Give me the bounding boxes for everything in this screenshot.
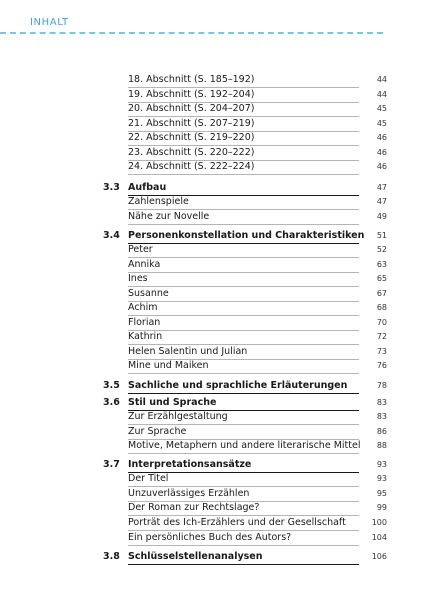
toc-page-number: 104 — [371, 532, 387, 542]
toc-entry-label: 23. Abschnitt (S. 220–222) — [128, 146, 255, 158]
toc-entry-label: Porträt des Ich-Erzählers und der Gesellschaft — [128, 516, 346, 528]
toc-entry-row[interactable] — [0, 472, 433, 486]
toc-entry-row[interactable] — [0, 287, 433, 301]
toc-section-row[interactable] — [0, 181, 433, 195]
toc-entry-label: Der Titel — [128, 473, 169, 485]
toc-page-number: 68 — [376, 303, 387, 313]
toc-entry-row[interactable] — [0, 487, 433, 501]
toc-entry-row[interactable] — [0, 272, 433, 286]
toc-entry-row[interactable] — [0, 330, 433, 344]
toc-page-number: 45 — [376, 104, 387, 114]
toc-page-number: 47 — [376, 182, 387, 192]
toc-entry-row[interactable] — [0, 345, 433, 359]
toc-page-number: 45 — [376, 118, 387, 128]
toc-entry-label: Susanne — [128, 287, 169, 299]
toc-section-number: 3.7 — [103, 458, 120, 470]
toc-entry-row[interactable] — [0, 243, 433, 257]
toc-entry-row[interactable] — [0, 102, 433, 116]
toc-entry-label: Helen Salentin und Julian — [128, 345, 248, 357]
running-head-title: INHALT — [30, 17, 69, 28]
toc-entry-row[interactable] — [0, 195, 433, 209]
toc-leader-rule — [128, 393, 359, 394]
toc-entry-row[interactable] — [0, 146, 433, 160]
toc-entry-row[interactable] — [0, 258, 433, 272]
toc-section-number: 3.5 — [103, 380, 120, 391]
toc-section-row[interactable] — [0, 550, 433, 564]
toc-entry-row[interactable] — [0, 160, 433, 174]
toc-entry-label: Kathrin — [128, 331, 163, 343]
toc-page-number: 72 — [376, 332, 387, 342]
toc-entry-label: 24. Abschnitt (S. 222–224) — [128, 161, 255, 173]
toc-page-number: 86 — [376, 426, 387, 436]
toc-entry-label: 18. Abschnitt (S. 185–192) — [128, 74, 255, 85]
toc-entry-label: Unzuverlässiges Erzählen — [128, 487, 250, 499]
toc-entry-label: Aufbau — [128, 181, 167, 193]
toc-entry-row[interactable] — [0, 410, 433, 424]
toc-entry-label: 19. Abschnitt (S. 192–204) — [128, 88, 255, 100]
toc-page-number: 46 — [376, 162, 387, 172]
toc-entry-label: Achim — [128, 302, 158, 314]
toc-page-number: 83 — [376, 397, 387, 407]
toc-entry-label: Personenkonstellation und Charakteristiken — [128, 229, 365, 241]
toc-entry-label: Zur Erzählgestaltung — [128, 411, 228, 423]
toc-entry-row[interactable] — [0, 425, 433, 439]
toc-entry-label: Nähe zur Novelle — [128, 210, 210, 222]
toc-leader-rule — [128, 224, 359, 225]
toc-page-number: 70 — [376, 317, 387, 327]
toc-page-number: 106 — [371, 552, 387, 562]
toc-entry-label: Mine und Maiken — [128, 360, 209, 372]
toc-entry-row[interactable] — [0, 301, 433, 315]
toc-page-number: 95 — [376, 488, 387, 498]
toc-page-number: 73 — [376, 346, 387, 356]
toc-section-number: 3.6 — [103, 396, 120, 408]
toc-entry-label: Sachliche und sprachliche Erläuterungen — [128, 380, 348, 391]
toc-section-number: 3.8 — [103, 551, 120, 563]
toc-page-number: 83 — [376, 412, 387, 422]
toc-entry-label: Der Roman zur Rechtslage? — [128, 502, 260, 514]
toc-entry-row[interactable] — [0, 531, 433, 545]
toc-page-number: 76 — [376, 361, 387, 371]
toc-page-number: 88 — [376, 441, 387, 451]
toc-page-number: 47 — [376, 197, 387, 207]
toc-entry-label: 22. Abschnitt (S. 219–220) — [128, 132, 255, 144]
toc-entry-label: Motive, Metaphern und andere literarische Mittel — [128, 440, 361, 452]
toc-entry-row[interactable] — [0, 88, 433, 102]
toc-entry-label: Schlüsselstellenanalysen — [128, 551, 263, 563]
toc-entry-row[interactable] — [0, 210, 433, 224]
toc-page-number: 44 — [376, 89, 387, 99]
toc-entry-label: Zahlenspiele — [128, 196, 189, 208]
toc-entry-row[interactable] — [0, 439, 433, 453]
toc-entry-row[interactable] — [0, 117, 433, 131]
toc-leader-rule — [128, 453, 359, 454]
toc-entry-row[interactable] — [0, 516, 433, 530]
toc-section-row[interactable] — [0, 379, 433, 393]
toc-entry-label: 20. Abschnitt (S. 204–207) — [128, 103, 255, 115]
toc-leader-rule — [128, 545, 359, 546]
toc-page-number: 99 — [376, 503, 387, 513]
toc-entry-row[interactable] — [0, 501, 433, 515]
toc-entry-row[interactable] — [0, 316, 433, 330]
toc-section-row[interactable] — [0, 458, 433, 472]
toc-page-number: 67 — [376, 288, 387, 298]
toc-section-row[interactable] — [0, 396, 433, 410]
toc-entry-row[interactable] — [0, 131, 433, 145]
toc-leader-rule — [128, 373, 359, 374]
toc-page-number: 63 — [376, 259, 387, 269]
toc-page-number: 46 — [376, 147, 387, 157]
toc-entry-label: 21. Abschnitt (S. 207–219) — [128, 117, 255, 129]
toc-entry-label: Annika — [128, 258, 161, 270]
toc-section-row[interactable] — [0, 229, 433, 243]
toc-entry-label: Interpretationsansätze — [128, 458, 252, 470]
toc-entry-row[interactable] — [0, 73, 433, 87]
toc-page-number: 44 — [376, 75, 387, 84]
toc-leader-rule — [128, 564, 359, 565]
toc-entry-label: Zur Sprache — [128, 425, 187, 437]
toc-page-number: 51 — [376, 230, 387, 240]
toc-page-number: 65 — [376, 274, 387, 284]
toc-entry-row[interactable] — [0, 359, 433, 373]
toc-page-number: 78 — [376, 381, 387, 390]
toc-entry-label: Ein persönliches Buch des Autors? — [128, 531, 292, 543]
toc-entry-label: Florian — [128, 316, 161, 328]
toc-page-number: 49 — [376, 211, 387, 221]
toc-page-number: 52 — [376, 245, 387, 255]
toc-entry-label: Peter — [128, 244, 153, 256]
toc-page-number: 100 — [371, 517, 387, 527]
toc-entry-label: Ines — [128, 273, 148, 285]
toc-page-number: 46 — [376, 133, 387, 143]
toc-page-number: 93 — [376, 474, 387, 484]
toc-section-number: 3.4 — [103, 229, 120, 241]
toc-leader-rule — [128, 174, 359, 175]
toc-page-number: 93 — [376, 459, 387, 469]
toc-entry-label: Stil und Sprache — [128, 396, 217, 408]
toc-section-number: 3.3 — [103, 181, 120, 193]
